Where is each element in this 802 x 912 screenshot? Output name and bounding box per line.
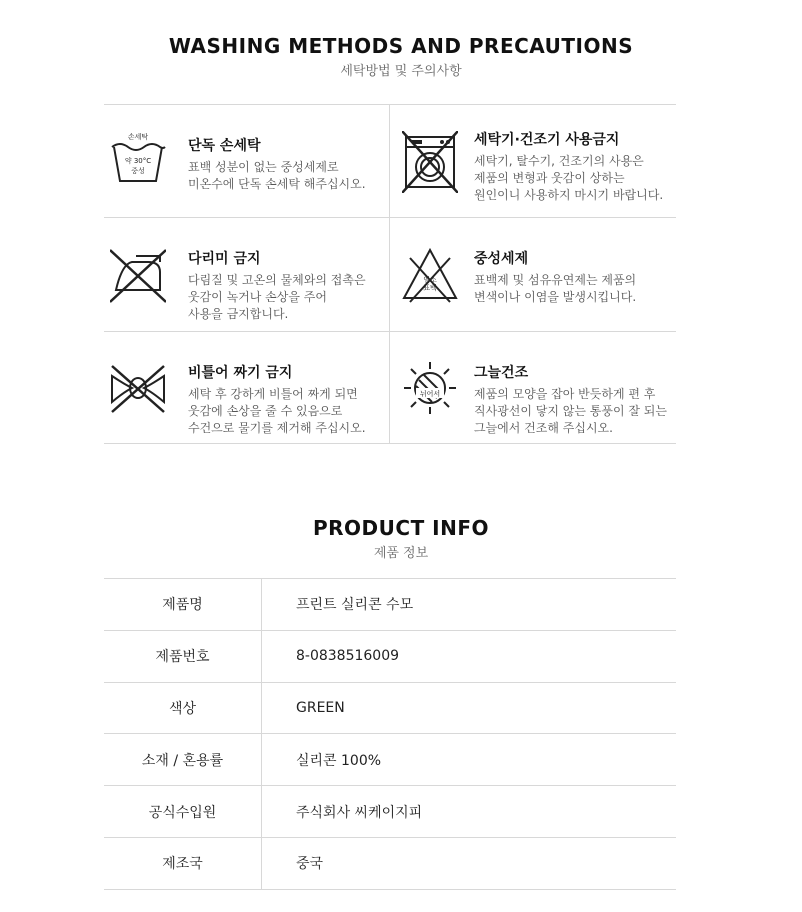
table-row bbox=[104, 734, 676, 786]
svg-text:염소: 염소 bbox=[423, 276, 437, 284]
info-key: 소재 / 혼용률 bbox=[104, 734, 262, 785]
no-washing-machine-dryer-icon bbox=[402, 131, 458, 193]
table-row bbox=[104, 838, 676, 890]
washing-item bbox=[104, 332, 390, 443]
washing-item-name: 단독 손세탁 bbox=[188, 138, 261, 154]
washing-item-desc: 세탁 후 강하게 비틀어 짜게 되면 웃감에 손상을 줄 수 있음으로 수건으로 물기를 제거해 주십시오. bbox=[188, 387, 366, 435]
svg-text:약 30°C: 약 30°C bbox=[124, 157, 152, 165]
info-key: 제품번호 bbox=[104, 631, 262, 682]
info-value: 실리콘 100% bbox=[296, 752, 382, 769]
washing-item-name: 세탁기·건조기 사용금지 bbox=[474, 132, 620, 148]
washing-item bbox=[104, 218, 390, 331]
info-key: 제조국 bbox=[104, 838, 262, 889]
washing-row bbox=[104, 218, 676, 332]
no-wringing-icon bbox=[110, 358, 166, 420]
product-info-subtitle: 제품 정보 bbox=[373, 546, 429, 561]
table-row bbox=[104, 631, 676, 683]
svg-text:뉘어서: 뉘어서 bbox=[419, 390, 441, 398]
info-key: 제품명 bbox=[104, 579, 262, 630]
washing-subtitle: 세탁방법 및 주의사항 bbox=[340, 64, 462, 79]
washing-item-name: 다리미 금지 bbox=[188, 251, 261, 267]
table-row bbox=[104, 786, 676, 838]
washing-item-name: 비틀어 짜기 금지 bbox=[188, 365, 293, 381]
washing-item bbox=[390, 218, 676, 331]
washing-item-desc: 표백 성분이 없는 중성세제로 미온수에 단독 손세탁 해주십시오. bbox=[188, 160, 366, 191]
info-value: 프린트 실리콘 수모 bbox=[296, 597, 414, 614]
table-row bbox=[104, 683, 676, 735]
washing-item bbox=[390, 332, 676, 443]
washing-row bbox=[104, 105, 676, 218]
svg-text:표백: 표백 bbox=[423, 284, 437, 292]
info-value: GREEN bbox=[296, 699, 345, 716]
washing-item bbox=[390, 105, 676, 217]
svg-text:손세탁: 손세탁 bbox=[127, 133, 149, 141]
table-row bbox=[104, 579, 676, 631]
neutral-detergent-icon bbox=[402, 244, 458, 306]
washing-item-name: 중성세제 bbox=[474, 251, 529, 267]
washing-item-desc: 다림질 및 고온의 물체와의 접촉은 웃감이 녹거나 손상을 주어 사용을 금지합니다. bbox=[188, 273, 366, 321]
product-info-table bbox=[104, 578, 676, 890]
washing-item-desc: 세탁기, 탈수기, 건조기의 사용은 제품의 변형과 웃감이 상하는 원인이니 사용하지 마시기 바랍니다. bbox=[474, 154, 664, 202]
no-ironing-icon bbox=[110, 244, 166, 306]
washing-title: WASHING METHODS AND PRECAUTIONS bbox=[168, 34, 634, 58]
info-value: 중국 bbox=[296, 856, 324, 873]
washing-row bbox=[104, 332, 676, 444]
hand-wash-icon bbox=[110, 131, 166, 193]
product-info-title: PRODUCT INFO bbox=[312, 516, 490, 540]
shade-dry-icon bbox=[402, 358, 458, 420]
washing-item bbox=[104, 105, 390, 217]
washing-item-desc: 제품의 모양을 잡아 반듯하게 편 후 직사광선이 닿지 않는 통풍이 잘 되는 그늘에서 건조해 주십시오. bbox=[474, 387, 667, 435]
info-value: 8-0838516009 bbox=[296, 648, 400, 665]
washing-item-desc: 표백제 및 섬유유연제는 제품의 변색이나 이염을 발생시킵니다. bbox=[474, 273, 637, 304]
washing-item-name: 그늘건조 bbox=[474, 365, 529, 381]
washing-grid bbox=[104, 104, 676, 444]
info-value: 주식회사 씨케이지피 bbox=[296, 804, 423, 821]
info-key: 공식수입원 bbox=[104, 786, 262, 837]
info-key: 색상 bbox=[104, 683, 262, 734]
svg-text:중성: 중성 bbox=[131, 167, 145, 175]
